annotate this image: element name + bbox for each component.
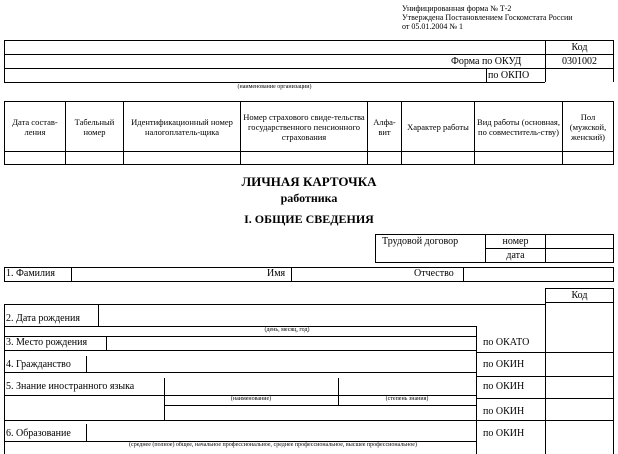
- name-label: Имя: [267, 268, 286, 279]
- card-title: ЛИЧНАЯ КАРТОЧКА: [241, 174, 377, 189]
- section-title: I. ОБЩИЕ СВЕДЕНИЯ: [244, 212, 374, 226]
- card-subtitle: работника: [280, 191, 338, 205]
- contract-label: Трудовой договор: [382, 236, 459, 247]
- surname-label: 1. Фамилия: [6, 268, 55, 279]
- okin-label-education: по ОКИН: [483, 428, 525, 439]
- okpo-label: по ОКПО: [488, 70, 530, 81]
- birthdate-caption: (день, месяц, год): [264, 327, 310, 333]
- contract-date-label: дата: [506, 250, 525, 261]
- citizenship-label: 4. Гражданство: [6, 359, 71, 370]
- birthplace-label: 3. Место рождения: [6, 337, 88, 348]
- col-header-inn: Идентификационный номер налогоплатель-щика: [131, 116, 233, 137]
- okato-label: по ОКАТО: [483, 337, 530, 348]
- kod-header: Код: [571, 42, 588, 53]
- education-caption: (среднее (полное) общее, начальное профессиональное, среднее профессиональное, высшее профессиональное): [129, 442, 417, 448]
- education-label: 6. Образование: [6, 428, 71, 439]
- col-header-date: Дата состав-ления: [12, 116, 58, 137]
- col-header-tab-number: Табельный номер: [74, 116, 115, 137]
- language-level-caption: (степень знания): [385, 396, 429, 402]
- language-name-caption: (наименование): [230, 396, 272, 402]
- language-label: 5. Знание иностранного языка: [6, 381, 135, 392]
- birthdate-label: 2. Дата рождения: [6, 313, 80, 324]
- col-header-sex: Пол (мужской, женский): [569, 111, 607, 142]
- col-header-snils: Номер страхового свиде-тельства государственного пенсионного страхования: [243, 111, 365, 142]
- okin-label-citizenship: по ОКИН: [483, 359, 525, 370]
- okin-label-language-2: по ОКИН: [483, 406, 525, 417]
- kod-label: Код: [571, 290, 588, 301]
- col-header-work-type: Вид работы (основная, по совместитель-ству): [477, 116, 560, 137]
- col-header-work-nature: Характер работы: [407, 121, 469, 132]
- okin-label-language: по ОКИН: [483, 381, 525, 392]
- organization-caption: (наименование организации): [237, 84, 312, 90]
- contract-number-label: номер: [502, 236, 529, 247]
- okud-value[interactable]: 0301002: [562, 56, 597, 67]
- okud-label: Форма по ОКУД: [451, 56, 522, 67]
- col-header-alphabet: Алфа-вит: [373, 116, 396, 137]
- form-approval: Утверждена Постановлением Госкомстата России: [402, 13, 573, 22]
- form-approval-date: от 05.01.2004 № 1: [402, 22, 464, 31]
- patronymic-label: Отчество: [414, 268, 454, 279]
- form-number: Унифицированная форма № Т-2: [402, 4, 512, 13]
